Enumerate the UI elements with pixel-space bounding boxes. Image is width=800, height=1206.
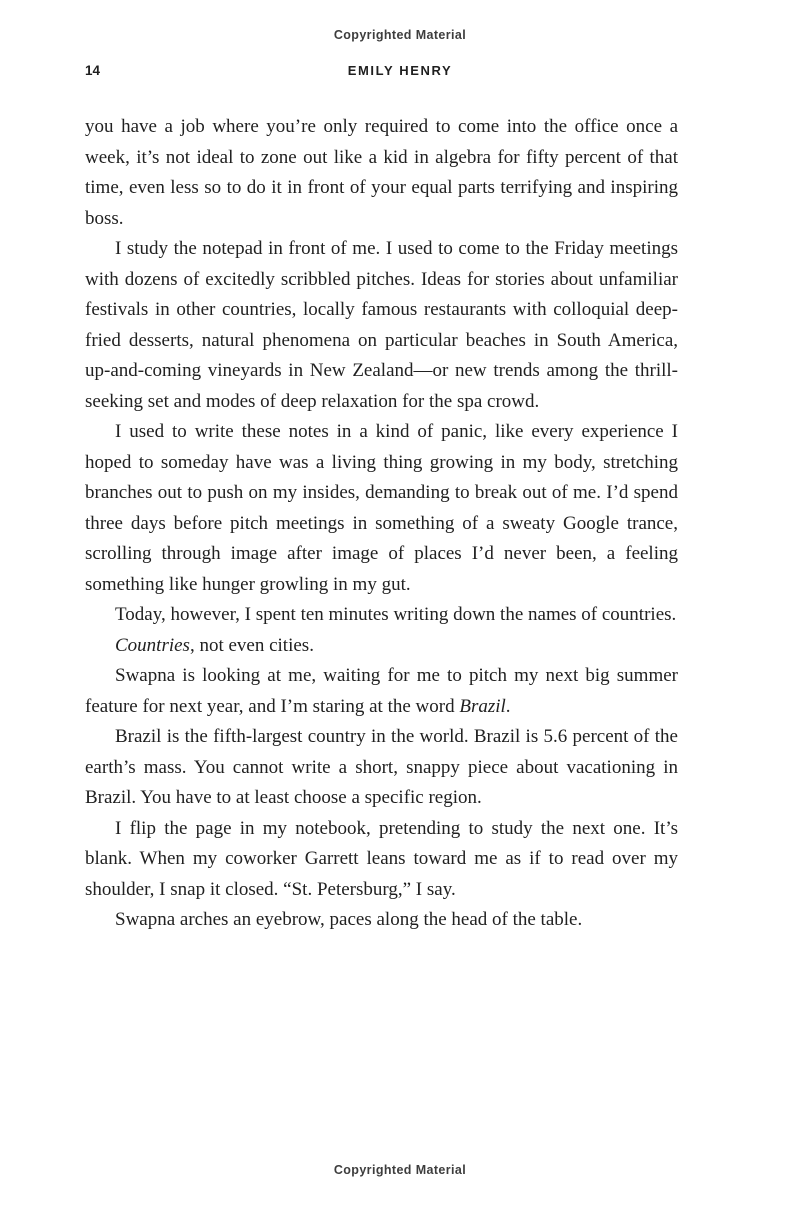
text-run: , not even cities. xyxy=(189,634,314,656)
page-number: 14 xyxy=(85,63,101,78)
copyright-notice-bottom: Copyrighted Material xyxy=(333,1163,467,1177)
paragraph xyxy=(85,631,678,662)
text-run: I used to write these notes in a kind of panic, like every experience I hoped to someday have was a living thing growing in my body, stretching branches out to push on my insides, demanding to break out of me. I’d spend three days before pitch meetings in something of a sweaty Google trance, scrolling through image after image of places I’d never been, a feeling something like hunger growling in my gut. xyxy=(85,421,678,595)
italic-text-run: Brazil xyxy=(459,695,506,717)
paragraph xyxy=(85,417,678,600)
paragraph xyxy=(85,234,678,417)
page-header xyxy=(0,63,800,83)
copyright-notice-top: Copyrighted Material xyxy=(333,28,467,42)
author-header: EMILY HENRY xyxy=(347,63,453,78)
text-run: Swapna arches an eyebrow, paces along the head of the table. xyxy=(115,909,583,930)
paragraph xyxy=(85,722,678,814)
italic-text-run: Countries xyxy=(115,634,190,656)
text-run: I study the notepad in front of me. I used to come to the Friday meetings with dozens of excitedly scribbled pitches. Ideas for stories about unfamiliar festivals in other countries, locally famous restaurants with colloquial deep-fried desserts, natural phenomena on particular beaches in South America, up-and-coming vineyards in New Zealand—or new trends among the thrill-seeking set and modes of deep relaxation for the spa crowd. xyxy=(85,238,678,412)
text-run: I flip the page in my notebook, pretending to study the next one. It’s blank. When my coworker Garrett leans toward me as if to read over my shoulder, I snap it closed. “St. Petersburg,” I say. xyxy=(85,817,678,900)
text-run: . xyxy=(505,695,511,717)
paragraph xyxy=(85,661,678,722)
text-run: Brazil is the fifth-largest country in the world. Brazil is 5.6 percent of the earth’s mass. You cannot write a short, snappy piece about vacationing in Brazil. You have to at least choose a specific region. xyxy=(85,726,678,808)
body-text xyxy=(85,112,678,936)
paragraph xyxy=(85,905,678,936)
text-run: Today, however, I spent ten minutes writing down the names of countries. xyxy=(115,604,677,625)
paragraph xyxy=(85,600,678,631)
paragraph xyxy=(85,112,678,234)
text-run: you have a job where you’re only required to come into the office once a week, it’s not ideal to zone out like a kid in algebra for fifty percent of that time, even less so to do it in front of your equal parts terrifying and inspiring boss. xyxy=(85,116,678,229)
text-run: Swapna is looking at me, waiting for me to pitch my next big summer feature for next year, and I’m staring at the word xyxy=(85,665,678,717)
paragraph xyxy=(85,814,678,906)
